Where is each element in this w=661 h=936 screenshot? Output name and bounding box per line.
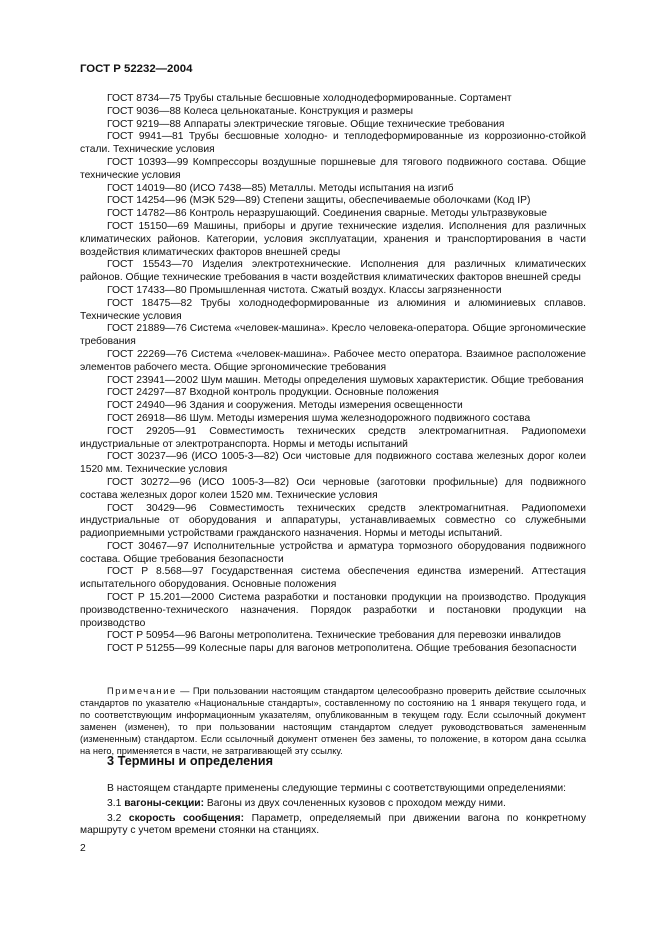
reference-item: ГОСТ 30467—97 Исполнительные устройства и арматура тормозного оборудования подвижного состава. Общие требования безопасности [80, 540, 586, 565]
reference-item: ГОСТ Р 50954—96 Вагоны метрополитена. Технические требования для перевозки инвалидов [107, 630, 561, 642]
reference-item: ГОСТ 18475—82 Трубы холоднодеформированные из алюминия и алюминиевых сплавов. Технические условия [80, 297, 586, 322]
term-number: 3.1 [107, 797, 122, 809]
terms-intro: В настоящем стандарте применены следующие термины с соответствующими определениями: [107, 783, 567, 794]
note-paragraph [80, 686, 586, 757]
reference-item: ГОСТ 15150—69 Машины, приборы и другие технические изделия. Исполнения для различных климатических районов. Категории, условия эксплуатации, хранения и транспортирования в части воздействия климатических факторов внешней среды [80, 220, 586, 258]
reference-item: ГОСТ 8734—75 Трубы стальные бесшовные холоднодеформированные. Сортамент [107, 93, 512, 104]
reference-item: ГОСТ 9941—81 Трубы бесшовные холодно- и теплодеформированные из коррозионно-стойкой стали. Технические условия [80, 131, 586, 156]
reference-item: ГОСТ Р 51255—99 Колесные пары для вагонов метрополитена. Общие требования безопасности [107, 643, 577, 655]
reference-item: ГОСТ 29205—91 Совместимость технических средств электромагнитная. Радиопомехи индустриальные от электротранспорта. Нормы и методы испытаний [80, 425, 586, 450]
note-block [80, 686, 586, 757]
reference-item: ГОСТ Р 8.568—97 Государственная система обеспечения единства измерений. Аттестация испытательного оборудования. Основные положения [80, 566, 586, 591]
reference-item: ГОСТ Р 15.201—2000 Система разработки и постановки продукции на производство. Продукция производственно-технического назначения. Порядок разработки и постановки продукции на производство [80, 592, 586, 629]
document-header: ГОСТ Р 52232—2004 [80, 63, 193, 75]
term-item [80, 798, 586, 811]
term-definition: Параметр, определяемый при движении вагона по конкретному маршруту с учетом времени стоянки на станциях. [80, 812, 586, 837]
reference-item: ГОСТ 15543—70 Изделия электротехнические. Исполнения для различных климатических районов. Общие технические требования в части воздействия климатических факторов внешней среды [80, 259, 586, 284]
reference-item: ГОСТ 30237—96 (ИСО 1005-3—82) Оси чистовые для подвижного состава железных дорог колеи 1520 мм. Технические условия [80, 451, 586, 476]
reference-item: ГОСТ 21889—76 Система «человек-машина». Кресло человека-оператора. Общие эргономические требования [80, 323, 586, 348]
reference-item: ГОСТ 14019—80 (ИСО 7438—85) Металлы. Методы испытания на изгиб [107, 182, 454, 194]
term-name: скорость сообщения: [128, 812, 245, 824]
reference-item: ГОСТ 9036—88 Колеса цельнокатаные. Конструкция и размеры [107, 105, 414, 117]
reference-item: ГОСТ 14782—86 Контроль неразрушающий. Соединения сварные. Методы ультразвуковые [107, 208, 547, 220]
term-number: 3.2 [107, 812, 122, 824]
reference-item: ГОСТ 24940—96 Здания и сооружения. Методы измерения освещенности [107, 400, 463, 412]
page-number: 2 [80, 843, 86, 854]
reference-item: ГОСТ 14254—96 (МЭК 529—89) Степени защиты, обеспечиваемые оболочками (Код IP) [107, 195, 531, 207]
section-title: 3 Термины и определения [107, 754, 274, 768]
reference-item: ГОСТ 22269—76 Система «человек-машина». Рабочее место оператора. Взаимное расположение элементов рабочего места. Общие эргономические требования [80, 348, 586, 373]
term-item [80, 813, 586, 839]
reference-item: ГОСТ 23941—2002 Шум машин. Методы определения шумовых характеристик. Общие требования [107, 374, 584, 386]
reference-item: ГОСТ 26918—86 Шум. Методы измерения шума железнодорожного подвижного состава [107, 412, 531, 424]
terms-block [80, 783, 586, 840]
reference-item: ГОСТ 10393—99 Компрессоры воздушные поршневые для тягового подвижного состава. Общие технические условия [80, 156, 586, 181]
normative-references-list [80, 93, 586, 656]
reference-item: ГОСТ 30272—96 (ИСО 1005-3—82) Оси черновые (заготовки профильные) для подвижного состава железных дорог колеи 1520 мм. Технические условия [80, 476, 586, 501]
term-definition: Вагоны из двух сочлененных кузовов с проходом между ними. [204, 797, 506, 809]
note-text: — При пользовании настоящим стандартом целесообразно проверить действие ссылочных стандартов по указателю «Национальные стандарты», составленному по состоянию на 1 января текущего года, и по соответствующим информационным указателям, опубликованным в текущем году. Если ссылочный документ заменен (изменен), то при пользовании настоящим стандартом следует руководствоваться замененным (измененным) стандартом. Если ссылочный документ отменен без замены, то положение, в котором дана ссылка на него, применяется в части, не затрагивающей эту ссылку. [80, 686, 586, 756]
reference-item: ГОСТ 9219—88 Аппараты электрические тяговые. Общие технические требования [107, 118, 505, 130]
term-name: вагоны-секции: [124, 797, 205, 809]
reference-item: ГОСТ 17433—80 Промышленная чистота. Сжатый воздух. Классы загрязненности [107, 284, 502, 296]
reference-item: ГОСТ 30429—96 Совместимость технических средств электромагнитная. Радиопомехи индустриальные от оборудования и аппаратуры, устанавливаемых совместно со служебными радиоприемными устройствами гражданского назначения. Нормы и методы испытаний. [80, 502, 586, 540]
reference-item: ГОСТ 24297—87 Входной контроль продукции. Основные положения [107, 387, 439, 399]
note-label: Примечание [107, 686, 177, 696]
